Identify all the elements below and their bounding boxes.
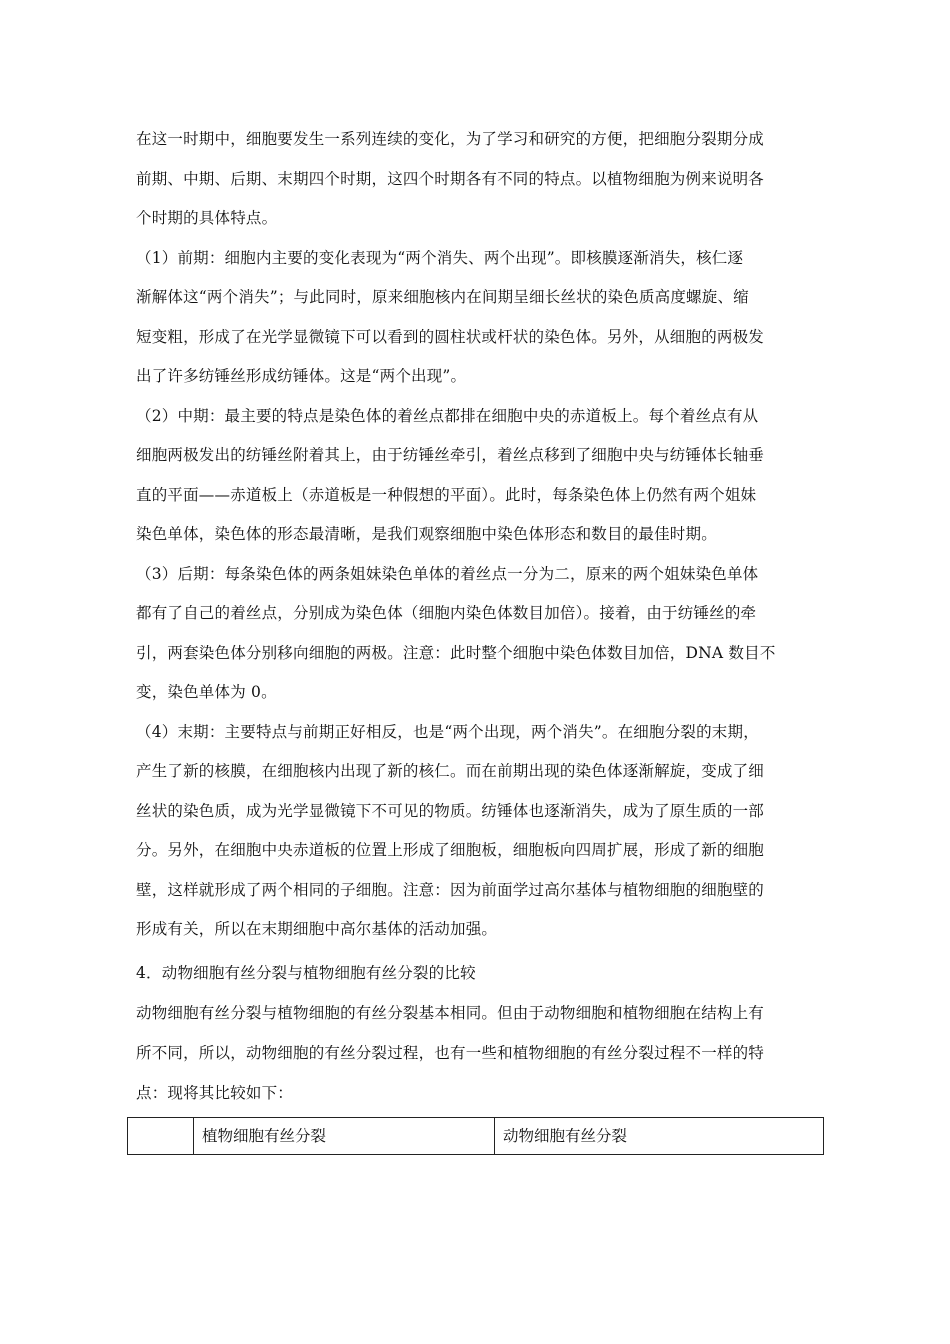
paragraph-line: （4）末期：主要特点与前期正好相反，也是“两个出现，两个消失”。在细胞分裂的末期，: [136, 723, 759, 741]
paragraph-line: 形成有关，所以在末期细胞中高尔基体的活动加强。: [136, 920, 498, 938]
table-header-cell-animal: 动物细胞有丝分裂: [495, 1118, 824, 1155]
paragraph-line: 细胞两极发出的纺锤丝附着其上，由于纺锤丝牵引，着丝点移到了细胞中央与纺锤体长轴垂: [136, 446, 765, 464]
paragraph-line: （3）后期：每条染色体的两条姐妹染色单体的着丝点一分为二，原来的两个姐妹染色单体: [136, 565, 759, 583]
paragraph-line: 渐解体这“两个消失”；与此同时，原来细胞核内在间期呈细长丝状的染色质高度螺旋、缩: [136, 288, 749, 306]
paragraph-line: 点：现将其比较如下：: [136, 1084, 294, 1102]
section-heading: 4．动物细胞有丝分裂与植物细胞有丝分裂的比较: [136, 964, 476, 982]
paragraph-line: （1）前期：细胞内主要的变化表现为“两个消失、两个出现”。即核膜逐渐消失，核仁逐: [136, 249, 744, 267]
paragraph-line: 前期、中期、后期、末期四个时期，这四个时期各有不同的特点。以植物细胞为例来说明各: [136, 170, 765, 188]
paragraph-line: 动物细胞有丝分裂与植物细胞的有丝分裂基本相同。但由于动物细胞和植物细胞在结构上有: [136, 1004, 765, 1022]
paragraph-line: 引，两套染色体分别移向细胞的两极。注意：此时整个细胞中染色体数目加倍，DNA 数目不: [136, 644, 776, 662]
paragraph-line: 短变粗，形成了在光学显微镜下可以看到的圆柱状或杆状的染色体。另外，从细胞的两极发: [136, 328, 765, 346]
paragraph-line: 直的平面——赤道板上（赤道板是一种假想的平面）。此时，每条染色体上仍然有两个姐妹: [136, 486, 757, 504]
paragraph-line: 个时期的具体特点。: [136, 209, 278, 227]
paragraph-line: 产生了新的核膜，在细胞核内出现了新的核仁。而在前期出现的染色体逐渐解旋，变成了细: [136, 762, 765, 780]
paragraph-line: 染色单体，染色体的形态最清晰，是我们观察细胞中染色体形态和数目的最佳时期。: [136, 525, 717, 543]
paragraph-line: 变，染色单体为 0。: [136, 683, 277, 701]
paragraph-line: 出了许多纺锤丝形成纺锤体。这是“两个出现”。: [136, 367, 467, 385]
table-header-cell-empty: [128, 1118, 194, 1155]
comparison-table: [127, 1117, 824, 1155]
table-header-cell-plant: 植物细胞有丝分裂: [194, 1118, 495, 1155]
paragraph-line: 都有了自己的着丝点，分别成为染色体（细胞内染色体数目加倍）。接着，由于纺锤丝的牵: [136, 604, 757, 622]
paragraph-line: 在这一时期中，细胞要发生一系列连续的变化，为了学习和研究的方便，把细胞分裂期分成: [136, 130, 765, 148]
paragraph-line: 丝状的染色质，成为光学显微镜下不可见的物质。纺锤体也逐渐消失，成为了原生质的一部: [136, 802, 765, 820]
table-header-row: [128, 1118, 824, 1155]
paragraph-line: 分。另外，在细胞中央赤道板的位置上形成了细胞板，细胞板向四周扩展，形成了新的细胞: [136, 841, 765, 859]
paragraph-line: 壁，这样就形成了两个相同的子细胞。注意：因为前面学过高尔基体与植物细胞的细胞壁的: [136, 881, 765, 899]
paragraph-line: （2）中期：最主要的特点是染色体的着丝点都排在细胞中央的赤道板上。每个着丝点有从: [136, 407, 759, 425]
paragraph-line: 所不同，所以，动物细胞的有丝分裂过程，也有一些和植物细胞的有丝分裂过程不一样的特: [136, 1044, 765, 1062]
